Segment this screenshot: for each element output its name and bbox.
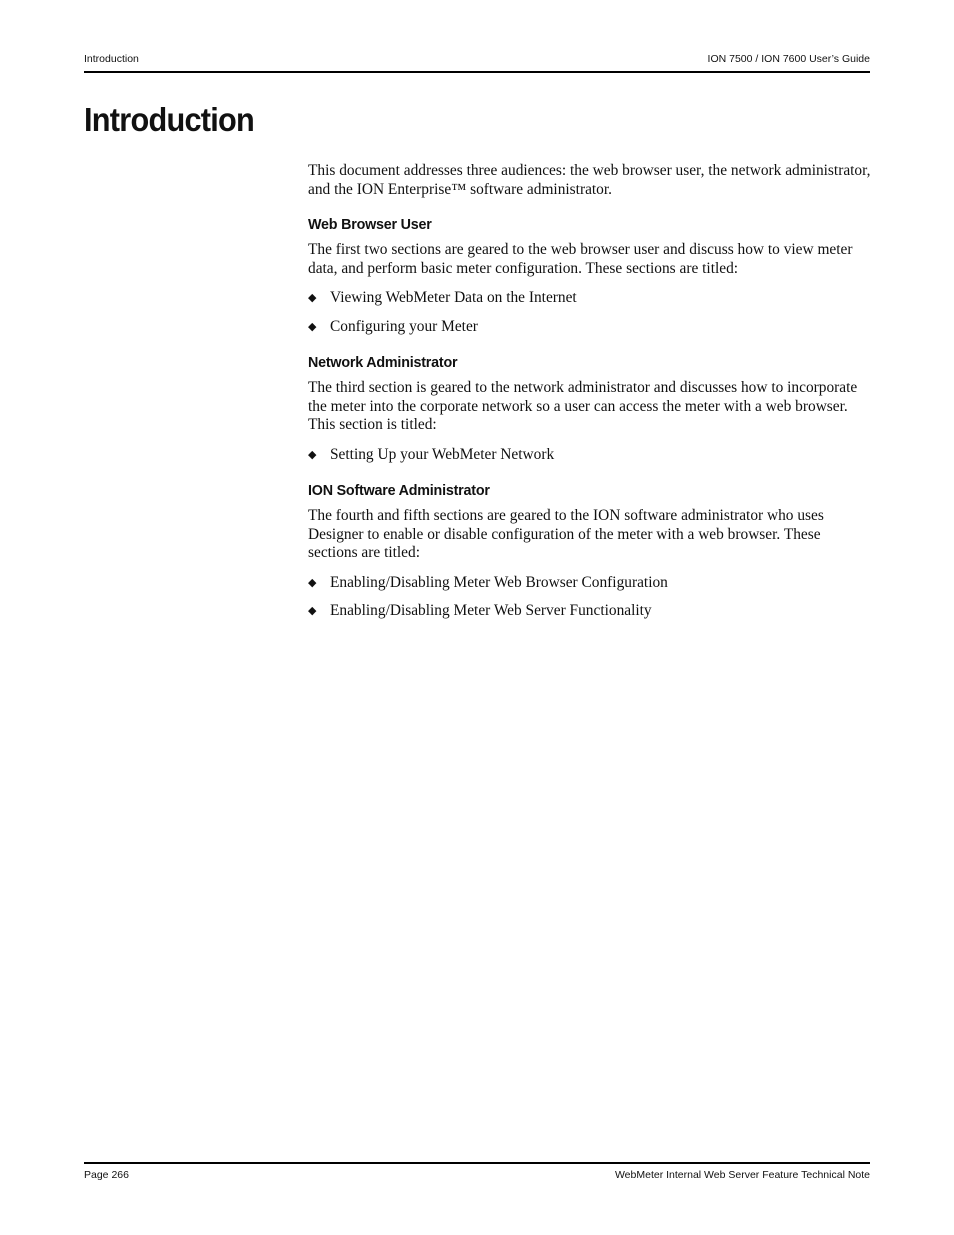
header-section-title: Introduction: [84, 53, 139, 65]
list-item-label: Viewing WebMeter Data on the Internet: [330, 289, 577, 306]
header-document-title: ION 7500 / ION 7600 User’s Guide: [707, 53, 870, 65]
intro-paragraph: This document addresses three audiences: the web browser user, the network administrator, and the ION Enterprise™ software administrator.: [308, 162, 871, 198]
footer-document-title: WebMeter Internal Web Server Feature Technical Note: [614, 1169, 870, 1181]
list-item-label: Configuring your Meter: [330, 317, 478, 335]
page-number: Page 266: [84, 1169, 129, 1181]
section-paragraph-ion-software-administrator: The fourth and fifth sections are geared to the ION software administrator who uses Designer to enable or disable configuration of the meter with a web browser. These sections are titled:: [308, 507, 824, 561]
diamond-bullet-icon: ◆: [308, 291, 317, 304]
page-title: Introduction: [84, 101, 255, 138]
section-heading-network-administrator: Network Administrator: [308, 355, 458, 371]
main-content: [308, 162, 873, 631]
diamond-bullet-icon: ◆: [308, 447, 317, 461]
diamond-bullet-icon: ◆: [308, 575, 317, 589]
page-footer: [84, 1162, 870, 1186]
page-header: [84, 52, 870, 73]
list-item: [308, 318, 873, 337]
list-item-label: Enabling/Disabling Meter Web Server Functionality: [330, 602, 652, 619]
section-paragraph-web-browser-user: The first two sections are geared to the web browser user and discuss how to view meter data, and perform basic meter configuration. These sections are titled:: [308, 241, 853, 277]
list-item: [308, 574, 873, 593]
section-heading-ion-software-administrator: ION Software Administrator: [308, 483, 490, 499]
diamond-bullet-icon: ◆: [308, 604, 317, 617]
section-list-network-administrator: [308, 446, 873, 465]
list-item-label: Setting Up your WebMeter Network: [330, 445, 555, 463]
list-item: [308, 602, 873, 621]
list-item: [308, 289, 873, 308]
section-paragraph-network-administrator: The third section is geared to the network administrator and discusses how to incorporate the meter into the corporate network so a user can access the meter with a web browser. This section is titled:: [308, 379, 858, 433]
diamond-bullet-icon: ◆: [308, 319, 317, 333]
section-heading-web-browser-user: Web Browser User: [308, 217, 432, 233]
list-item: [308, 446, 873, 465]
section-list-ion-software-administrator: [308, 574, 873, 621]
section-list-web-browser-user: [308, 289, 873, 336]
list-item-label: Enabling/Disabling Meter Web Browser Configuration: [330, 573, 668, 591]
